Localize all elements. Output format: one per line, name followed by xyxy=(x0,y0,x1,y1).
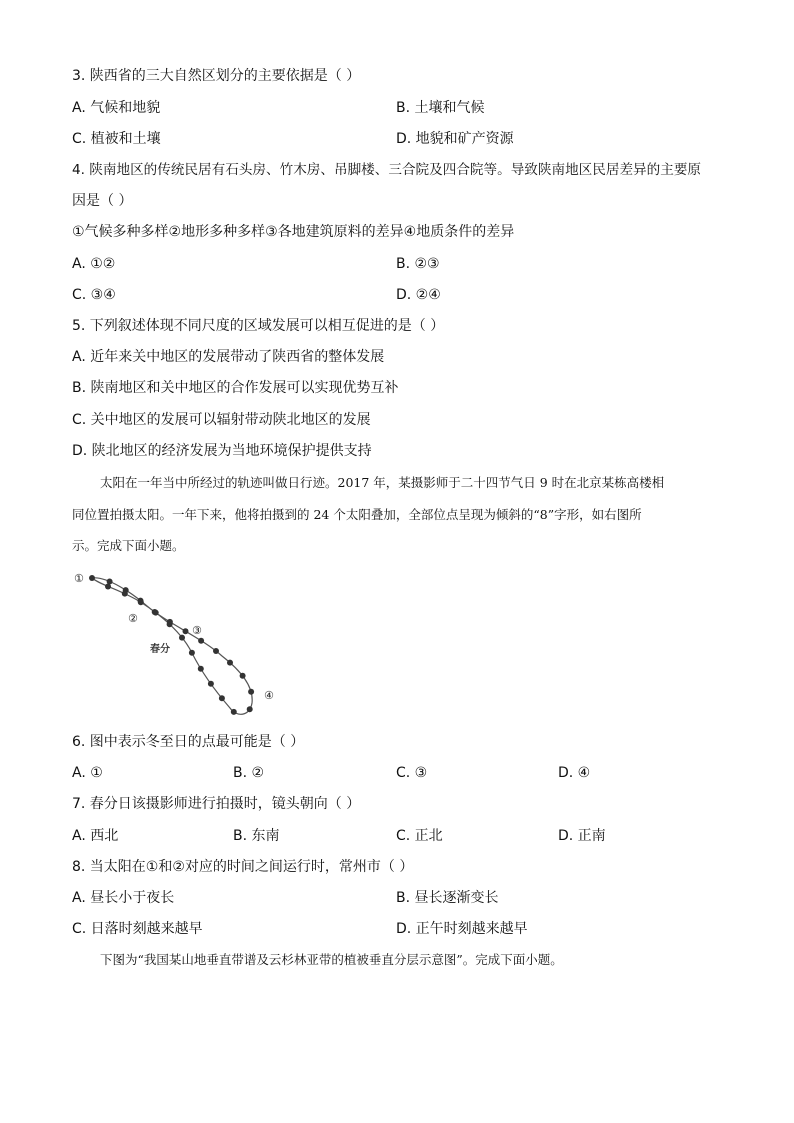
q7-option-b: B. 东南 xyxy=(233,828,280,844)
q5-option-b: B. 陕南地区和关中地区的合作发展可以实现优势互补 xyxy=(72,380,399,396)
analemma-figure xyxy=(72,568,292,732)
label-point-1: ① xyxy=(74,572,84,585)
sun-position-point xyxy=(227,660,233,666)
q6-stem: 6. 图中表示冬至日的点最可能是（ ） xyxy=(72,734,305,750)
label-point-3: ③ xyxy=(192,624,202,637)
passage1-line2: 同位置拍摄太阳。一年下来，他将拍摄到的 24 个太阳叠加，全部位点呈现为倾斜的“8”字形，如右图所 xyxy=(72,507,642,522)
q5-stem: 5. 下列叙述体现不同尺度的区域发展可以相互促进的是（ ） xyxy=(72,318,445,334)
sun-position-point xyxy=(219,695,225,701)
q4-choices: ①气候多种多样②地形多种多样③各地建筑原料的差异④地质条件的差异 xyxy=(72,224,515,240)
passage1-line1: 太阳在一年当中所经过的轨迹叫做日行迹。2017 年，某摄影师于二十四节气日 9 时在北京某栋高楼相 xyxy=(100,475,665,490)
q3-option-d: D. 地貌和矿产资源 xyxy=(396,131,514,147)
analemma-svg xyxy=(72,568,292,728)
label-point-2: ② xyxy=(128,612,138,625)
q3-option-a: A. 气候和地貌 xyxy=(72,100,161,116)
q4-stem-line1: 4. 陕南地区的传统民居有石头房、竹木房、吊脚楼、三合院及四合院等。导致陕南地区民居差异的主要原 xyxy=(72,162,702,178)
q4-option-a: A. ①② xyxy=(72,256,116,272)
label-point-4: ④ xyxy=(264,689,274,702)
q5-option-c: C. 关中地区的发展可以辐射带动陕北地区的发展 xyxy=(72,412,371,428)
q5-option-d: D. 陕北地区的经济发展为当地环境保护提供支持 xyxy=(72,443,372,459)
analemma-curve xyxy=(92,578,252,714)
sun-position-point xyxy=(231,709,237,715)
q3-option-b: B. 土壤和气候 xyxy=(396,100,485,116)
q4-stem-line2: 因是（ ） xyxy=(72,193,133,209)
q8-option-d: D. 正午时刻越来越早 xyxy=(396,921,528,937)
sun-position-point xyxy=(138,599,144,605)
q8-option-c: C. 日落时刻越来越早 xyxy=(72,921,203,937)
analemma-points xyxy=(89,575,254,715)
passage2-line1: 下图为“我国某山地垂直带谱及云杉林亚带的植被垂直分层示意图”。完成下面小题。 xyxy=(100,952,563,967)
sun-position-point xyxy=(213,648,219,654)
sun-position-point xyxy=(247,706,253,712)
sun-position-point xyxy=(198,666,204,672)
q7-option-c: C. 正北 xyxy=(396,828,443,844)
q4-option-d: D. ②④ xyxy=(396,287,441,303)
sun-position-point xyxy=(153,610,159,616)
sun-position-point xyxy=(105,584,111,590)
q6-option-b: B. ② xyxy=(233,765,265,781)
q3-option-c: C. 植被和土壤 xyxy=(72,131,161,147)
q6-option-c: C. ③ xyxy=(396,765,428,781)
q4-option-c: C. ③④ xyxy=(72,287,116,303)
q6-option-a: A. ① xyxy=(72,765,103,781)
q7-option-a: A. 西北 xyxy=(72,828,119,844)
q7-option-d: D. 正南 xyxy=(558,828,606,844)
sun-position-point xyxy=(167,621,173,627)
sun-position-point xyxy=(122,591,128,597)
sun-position-point xyxy=(198,638,204,644)
sun-position-point xyxy=(240,673,246,679)
sun-position-point xyxy=(189,650,195,656)
label-equinox: 春分 xyxy=(150,644,170,655)
sun-position-point xyxy=(183,628,189,634)
q3-stem: 3. 陕西省的三大自然区划分的主要依据是（ ） xyxy=(72,68,361,84)
q8-option-b: B. 昼长逐渐变长 xyxy=(396,890,499,906)
sun-position-point xyxy=(248,689,254,695)
passage1-line3: 示。完成下面小题。 xyxy=(72,538,185,553)
sun-position-point xyxy=(179,635,185,641)
q6-option-d: D. ④ xyxy=(558,765,591,781)
q4-option-b: B. ②③ xyxy=(396,256,440,272)
q8-option-a: A. 昼长小于夜长 xyxy=(72,890,175,906)
sun-position-point xyxy=(208,681,214,687)
q7-stem: 7. 春分日该摄影师进行拍摄时，镜头朝向（ ） xyxy=(72,796,361,812)
q8-stem: 8. 当太阳在①和②对应的时间之间运行时，常州市（ ） xyxy=(72,859,414,875)
sun-position-point xyxy=(89,575,95,581)
q5-option-a: A. 近年来关中地区的发展带动了陕西省的整体发展 xyxy=(72,349,385,365)
